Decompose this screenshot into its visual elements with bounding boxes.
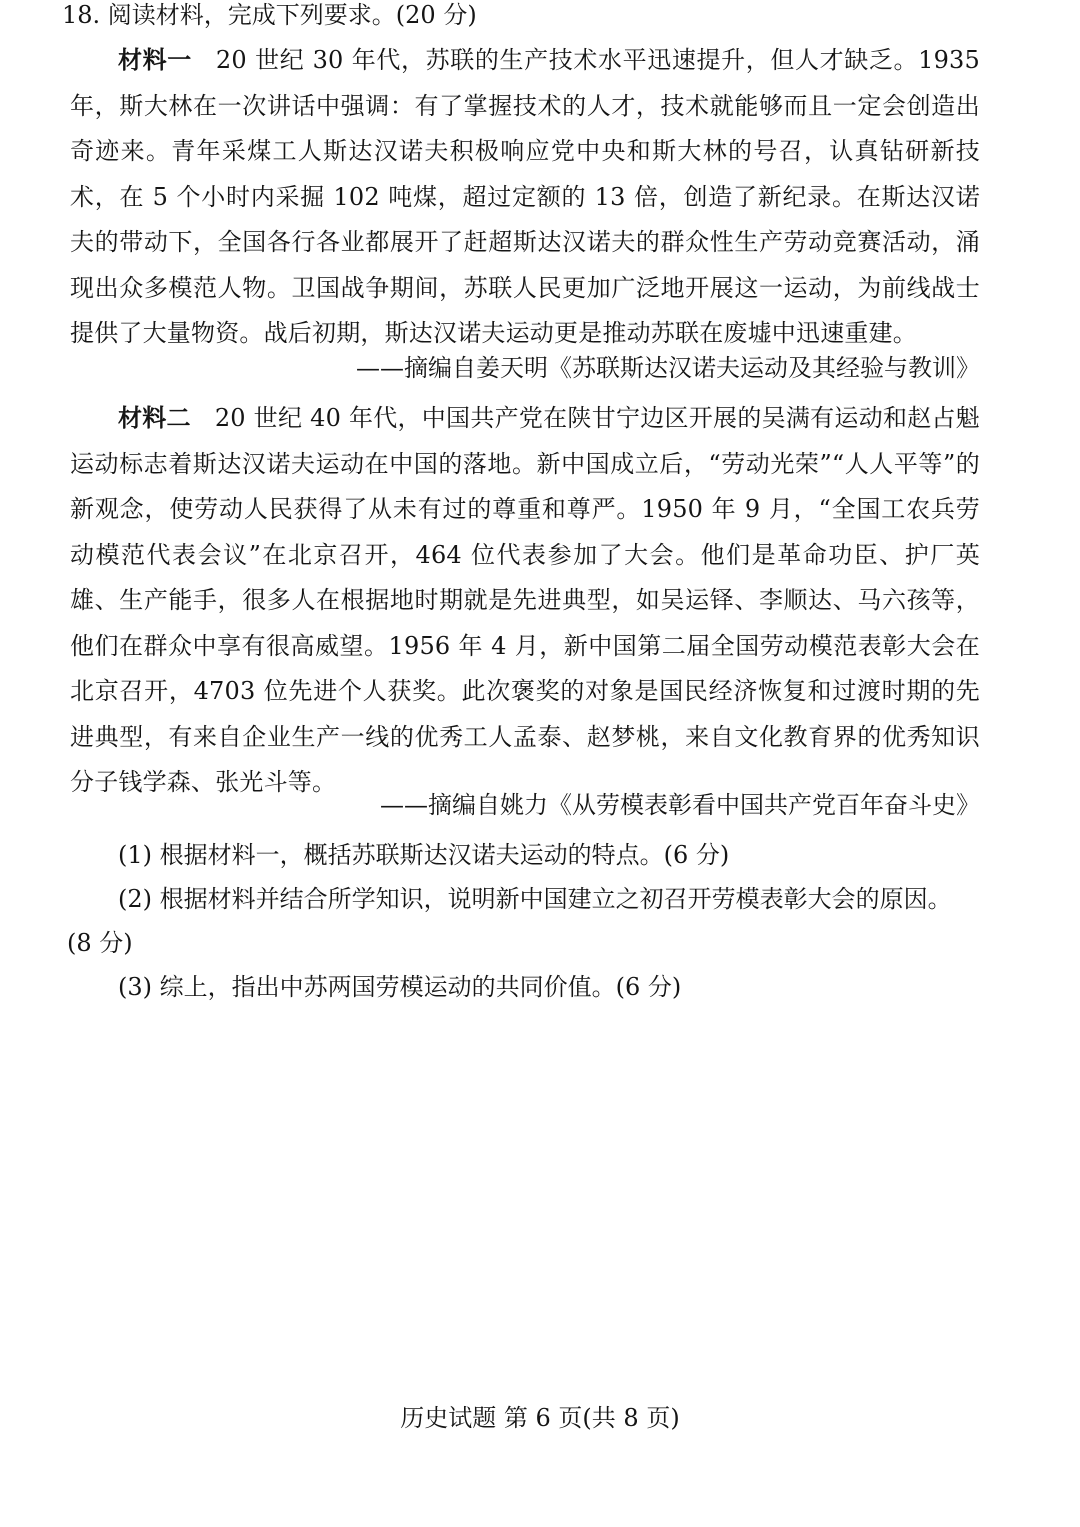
material-two-source: ——摘编自姚力《从劳模表彰看中国共产党百年奋斗史》: [380, 791, 980, 819]
page-footer: 历史试题 第 6 页(共 8 页): [400, 1404, 680, 1432]
question-title: 18. 阅读材料，完成下列要求。(20 分): [62, 1, 477, 29]
question-3: (3) 综上，指出中苏两国劳模运动的共同价值。(6 分): [118, 973, 682, 1001]
material-two-label: 材料二: [118, 403, 191, 432]
material-one-text: 20 世纪 30 年代，苏联的生产技术水平迅速提升，但人才缺乏。1935 年，斯大林在一次讲话中强调：有了掌握技术的人才，技术就能够而且一定会创造出奇迹来。青年采煤工人斯达汉诺夫积极响应党中央和斯大林的号召，认真钻研新技术，在 5 个小时内采掘 102 吨煤，超过定额的 13 倍，创造了新纪录。在斯达汉诺夫的带动下，全国各行各业都展开了赶超斯达汉诺夫的群众性生产劳动竞赛活动，涌现出众多模范人物。卫国战争期间，苏联人民更加广泛地开展这一运动，为前线战士提供了大量物资。战后初期，斯达汉诺夫运动更是推动苏联在废墟中迅速重建。: [70, 46, 980, 347]
material-two-paragraph: [70, 395, 980, 806]
material-one-paragraph: [70, 37, 980, 357]
material-one-source: ——摘编自姜天明《苏联斯达汉诺夫运动及其经验与教训》: [356, 354, 980, 382]
material-two-text: 20 世纪 40 年代，中国共产党在陕甘宁边区开展的吴满有运动和赵占魁运动标志着斯达汉诺夫运动在中国的落地。新中国成立后，“劳动光荣”“人人平等”的新观念，使劳动人民获得了从未有过的尊重和尊严。1950 年 9 月，“全国工农兵劳动模范代表会议”在北京召开，464 位代表参加了大会。他们是革命功臣、护厂英雄、生产能手，很多人在根据地时期就是先进典型，如吴运铎、李顺达、马六孩等，他们在群众中享有很高威望。1956 年 4 月，新中国第二届全国劳动模范表彰大会在北京召开，4703 位先进个人获奖。此次褒奖的对象是国民经济恢复和过渡时期的先进典型，有来自企业生产一线的优秀工人孟泰、赵梦桃，来自文化教育界的优秀知识分子钱学森、张光斗等。: [70, 404, 980, 796]
question-1: (1) 根据材料一，概括苏联斯达汉诺夫运动的特点。(6 分): [118, 841, 730, 869]
question-2: (2) 根据材料并结合所学知识，说明新中国建立之初召开劳模表彰大会的原因。: [118, 885, 952, 913]
question-2-score: (8 分): [67, 929, 133, 957]
material-one-label: 材料一: [118, 45, 192, 74]
